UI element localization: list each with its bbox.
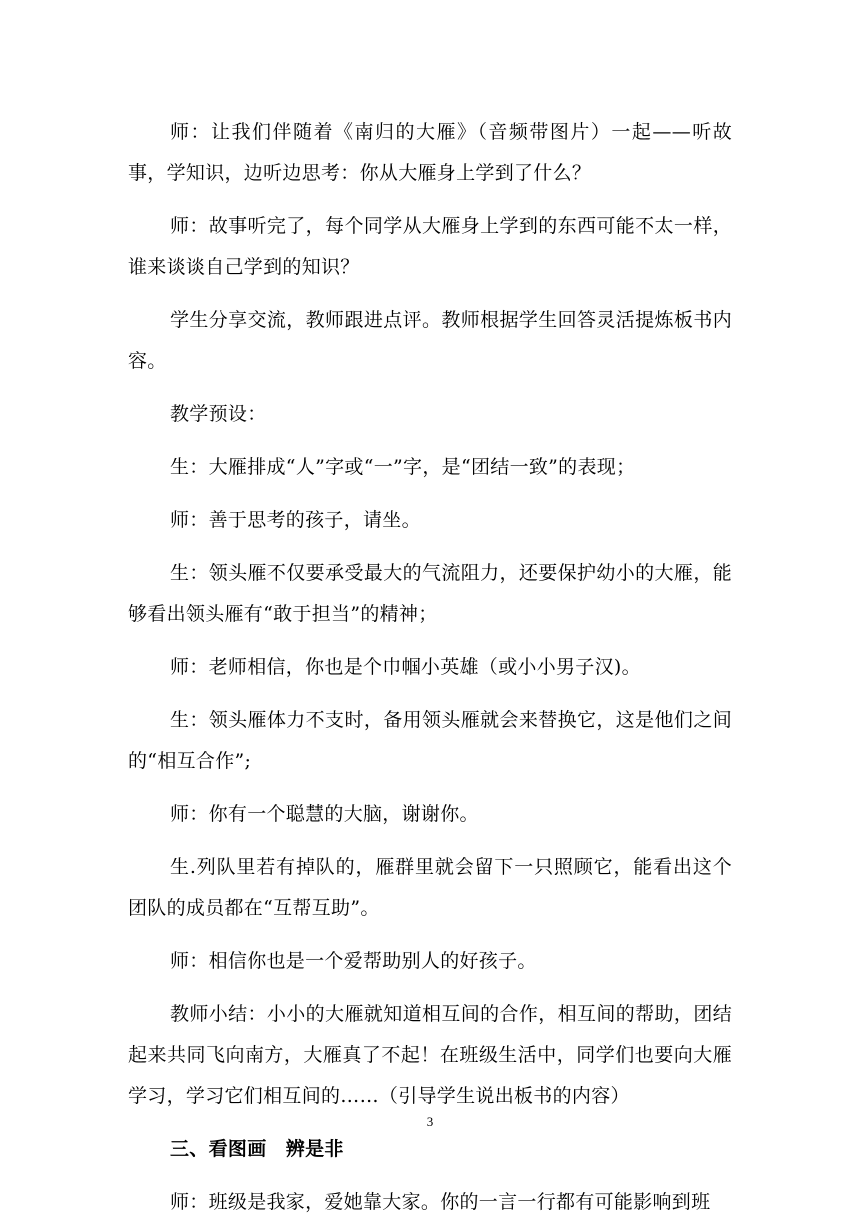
paragraph: 生.列队里若有掉队的，雁群里就会留下一只照顾它，能看出这个团队的成员都在“互帮互助”。 <box>128 856 732 919</box>
paragraph: 师：让我们伴随着《南归的大雁》（音频带图片）一起——听故事，学知识，边听边思考：你从大雁身上学到了什么？ <box>128 121 732 184</box>
paragraph: 学生分享交流，教师跟进点评。教师根据学生回答灵活提炼板书内容。 <box>128 309 732 372</box>
paragraph: 师：班级是我家，爱她靠大家。你的一言一行都有可能影响到班 <box>170 1191 711 1213</box>
paragraph: 师：你有一个聪慧的大脑，谢谢你。 <box>170 803 479 825</box>
page-body <box>128 112 732 1223</box>
paragraph: 教学预设： <box>170 403 267 425</box>
section-heading: 三、看图画 辨是非 <box>170 1138 344 1160</box>
paragraph: 师：相信你也是一个爱帮助别人的好孩子。 <box>170 950 537 972</box>
page-number: 3 <box>426 1114 434 1129</box>
paragraph: 生：领头雁不仅要承受最大的气流阻力，还要保护幼小的大雁，能够看出领头雁有“敢于担当”的精神； <box>128 562 732 625</box>
paragraph: 生：大雁排成“人”字或“一”字，是“团结一致”的表现； <box>170 456 636 478</box>
paragraph: 教师小结：小小的大雁就知道相互间的合作，相互间的帮助，团结起来共同飞向南方，大雁真了不起！在班级生活中，同学们也要向大雁学习，学习它们相互间的……（引导学生说出板书的内容） <box>128 1003 732 1107</box>
paragraph: 师：善于思考的孩子，请坐。 <box>170 509 421 531</box>
paragraph: 师：故事听完了，每个同学从大雁身上学到的东西可能不太一样，谁来谈谈自己学到的知识？ <box>128 215 732 278</box>
paragraph: 师：老师相信，你也是个巾帼小英雄（或小小男子汉)。 <box>170 656 641 678</box>
paragraph: 生：领头雁体力不支时，备用领头雁就会来替换它，这是他们之间的“相互合作”; <box>128 709 732 772</box>
